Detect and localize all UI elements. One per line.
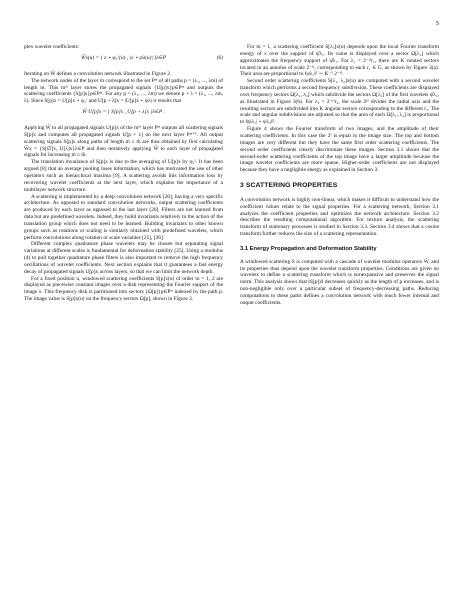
equation-7 xyxy=(24,105,223,125)
paragraph: For a fixed position u, windowed scattering coefficients S[p]x(u) of order m = 1, 2 are displayed as piecewise constant images over a disk representing the Fourier support of the image x. This frequency disk is partitioned into sectors {Ω[p]}p∈Pᵐ indexed by the path p. The image value is S[p]x(u) on the frequency sectors Ω[p], shown in Figure 3. xyxy=(24,275,223,303)
paragraph: For m = 1, a scattering coefficient S[λ₁]x(u) depends upon the local Fourier transform energy of x over the support of ψ̂λ₁. Its value is displayed over a sector Ω[λ₁] which approximates the frequency support of ψ̂λ₁. For λ₁ = 2⁻ʲ¹r₁, there are K rotated sectors located in an annulus of scale 2⁻ʲ¹, corresponding to each r₁ ∈ G, as shown by Figure 3(a). Their area are proportional to ‖ψλ₁‖² ∼ K⁻¹ 2⁻ʲ¹. xyxy=(240,44,439,78)
paragraph: Second order scattering coefficients S[λ₁, λ₂]x(u) are computed with a second wavelet transform which performs a second frequency subdivision. These coefficients are displayed over frequency sectors Ω[λ₁, λ₂] which subdivide the sectors Ω[λ₁] of the first wavelets ψ̂λ₁, as illustrated in Figure 3(b). For λ₂ = 2⁻ʲ²r₂, the scale 2ʲ² divides the radial axis and the resulting sectors are subdivided into K angular sectors corresponding to the different r₂. The scale and angular subdivisions are adjusted so that the area of each Ω[λ₁, λ₂] is proportional to ‖|ψλ₁| ⋆ ψλ₂‖². xyxy=(240,78,439,126)
paragraph: Iterating on W̃ defines a convolution network illustrated in Figure 2. xyxy=(24,70,172,77)
paragraph: Different complex quadrature phase wavelets may be chosen but separating signal variations at different scales is fundamental for deformation stability [25]. Using a modulus (4) to pull together quadrature phase filters is also important to remove the high frequency oscillations of wavelet coefficients. Next section explains that it guarantees a fast energy decay of propagated signals U[p]x across layers, so that we can limit the network depth. xyxy=(24,241,223,275)
paragraph: A convolution network is highly non-linear, which makes it difficult to understand how the coefficient values relate to the signal properties. For a scattering network, Section 3.1 analyzes the coefficient properties and optimizes the network architecture. Section 3.2 describes the resulting computational algorithm. For texture analysis, the scattering transform of stationary processes is studied in Section 3.3. Section 3.4 shows that a cosine transform further reduces the size of a scattering representation. xyxy=(240,196,439,238)
paragraph: plex wavelet coefficients: xyxy=(24,44,80,50)
equation-6 xyxy=(24,51,223,71)
paragraph: A windowed scattering S is computed with a cascade of wavelet modulus operators W̃, and its properties thus depend upon the wavelet transform properties. Conditions are given on wavelets to define a scattering transform which is nonexpansive and preserves the signal norm. This analysis shows that ‖S[p]x‖ decreases quickly as the length of p increases, and is non-negligible only over a particular subset of frequency-decreasing paths. Reducing computations to these paths defines a convolution network with much fewer internal and output coefficients. xyxy=(240,258,439,306)
equation-6-body: W̃x(u) = { x ⋆ φ₂ᴶ(u) , |x ⋆ ψλ(u)| }λ∈P xyxy=(80,54,166,61)
section-heading: 3 SCATTERING PROPERTIES xyxy=(240,182,338,190)
paragraph: Applying W̃ to all propagated signals U[p]x of the mᵗʰ layer Pᵐ outputs all scattering signals S[p]x and computes all propagated signals U[p + λ] on the next layer Pᵐ⁺¹. All output scattering signals S[p]x along paths of length m ≤ m̄ are thus obtained by first calculating W̃x = {S[∅]x, U[λ]x}λ∈P and then iteratively applying W̃ to each layer of propagated signals for increasing m ≤ m̄. xyxy=(24,125,223,159)
subsection-heading: 3.1 Energy Propagation and Deformation Stability xyxy=(240,245,377,252)
left-column xyxy=(24,44,223,303)
equation-number: (6) xyxy=(216,54,223,61)
right-column xyxy=(240,44,439,307)
paragraph: The network nodes of the layer m correspond to the set Pᵐ of all paths p = (λ₁, ..., λm) of length m. This mᵗʰ layer stores the propagated signals {U[p]x}p∈Pᵐ and outputs the scattering coefficients {S[p]x}p∈Pᵐ. For any p = (λ₁, ..., λm) we denote p + λ = (λ₁, ..., λm, λ). Since S[p]x = U[p]x ⋆ φ₂ᴶ and U[p + λ]x = |U[p]x ⋆ ψλ| it results that xyxy=(24,77,223,105)
page-number: 5 xyxy=(435,20,439,27)
paragraph: Figure 4 shows the Fourier transform of two images, and the amplitude of their scattering coefficients. In this case the 2ᴶ is equal to the image size. The top and bottom images are very different but they have the same first order scattering coefficients. The second order coefficients clearly discriminate these images. Section 3.1 shows that the second-order scattering coefficients of the top image have a larger amplitude because the image wavelet coefficients are more sparse. Higher-order coefficients are not displayed because they have a negligible energy as explained in Section 3. xyxy=(240,126,439,174)
equation-7-body: W̃ U[p]x = { S[p]x , U[p + λ]x }λ∈P . xyxy=(82,109,165,116)
paragraph: A scattering is implemented by a deep convolution network [20], having a very specific architecture. As opposed to standard convolution networks, output scattering coefficients are produced by each layer as opposed to the last layer [20]. Filters are not learned from data but are predefined wavelets. Indeed, they build invariants relatively to the action of the translation group which does not need to be learned. Building invariants to other known groups such as rotations or scaling is similarly obtained with predefined wavelets, which perform convolutions along rotation or scale variables [25], [26]. xyxy=(24,193,223,241)
paragraph: The translation invariance of S[p]x is due to the averaging of U[p]x by φ₂ᴶ. It has been argued [8] that an average pooling loses information, which has motivated the use of other operators such as hierarchical maxima [9]. A scattering avoids this information loss by recovering wavelet coefficients at the next layer, which explains the importance of a multilayer network structure. xyxy=(24,159,223,193)
